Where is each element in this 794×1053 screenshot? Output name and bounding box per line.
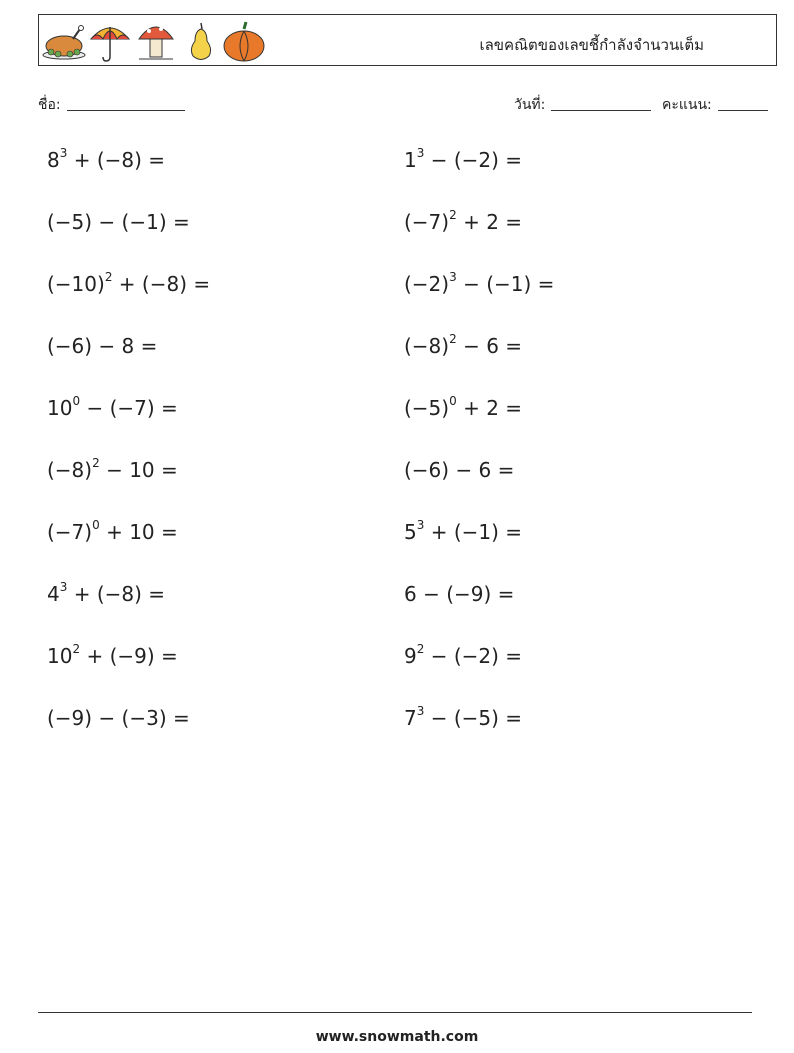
footer-divider <box>38 1012 752 1013</box>
score-field <box>662 94 768 116</box>
problem-rest: + 10 = <box>99 520 178 544</box>
problem-rest: − (−5) = <box>424 706 523 730</box>
problem-left-4 <box>47 334 157 358</box>
problem-rest: − 6 = <box>456 334 523 358</box>
problem-exponent: 0 <box>449 394 457 409</box>
problem-exponent: 2 <box>449 208 457 223</box>
problem-exponent: 3 <box>416 518 425 533</box>
problem-right-5 <box>404 396 522 420</box>
problem-exponent: 2 <box>92 456 100 471</box>
problem-right-6 <box>404 458 514 482</box>
problem-base: (−5) <box>404 396 450 420</box>
problem-base: 6 − (−9) = <box>404 582 515 606</box>
name-label: ชื่อ: <box>38 97 61 113</box>
problem-base: 4 <box>47 582 60 606</box>
pear-icon <box>185 19 217 63</box>
problem-right-4 <box>404 334 522 358</box>
problem-right-3 <box>404 272 554 296</box>
score-label: คะแนน: <box>662 97 712 113</box>
problem-rest: − 10 = <box>99 458 178 482</box>
problem-base: (−9) − (−3) = <box>47 706 190 730</box>
problem-rest: − (−7) = <box>80 396 178 420</box>
problem-exponent: 2 <box>449 332 457 347</box>
problem-left-10 <box>47 706 190 730</box>
problem-right-1 <box>404 148 522 172</box>
problem-exponent: 3 <box>59 580 68 595</box>
problem-exponent: 2 <box>104 270 113 285</box>
problem-base: (−10) <box>47 272 105 296</box>
problem-rest: + 2 = <box>456 396 523 420</box>
problem-base: (−6) − 8 = <box>47 334 158 358</box>
roast-turkey-icon <box>41 19 87 63</box>
problem-rest: − (−1) = <box>456 272 555 296</box>
name-blank[interactable] <box>67 96 185 111</box>
score-blank[interactable] <box>718 96 768 111</box>
problem-left-5 <box>47 396 178 420</box>
problem-base: 10 <box>47 396 73 420</box>
problem-base: (−6) − 6 = <box>404 458 515 482</box>
problem-exponent: 3 <box>59 146 68 161</box>
problem-base: 9 <box>404 644 417 668</box>
problem-left-3 <box>47 272 210 296</box>
problem-left-9 <box>47 644 178 668</box>
mushroom-icon <box>135 19 177 63</box>
umbrella-icon <box>89 19 131 63</box>
problem-exponent: 0 <box>72 394 81 409</box>
problem-rest: + (−8) = <box>112 272 211 296</box>
problem-rest: + (−1) = <box>424 520 523 544</box>
problem-base: (−5) − (−1) = <box>47 210 190 234</box>
problem-right-8 <box>404 582 514 606</box>
name-field <box>38 94 185 116</box>
problem-left-6 <box>47 458 178 482</box>
problem-left-8 <box>47 582 165 606</box>
problem-base: 7 <box>404 706 417 730</box>
problem-base: (−2) <box>404 272 450 296</box>
problem-exponent: 0 <box>92 518 100 533</box>
problem-rest: + (−8) = <box>67 148 166 172</box>
date-blank[interactable] <box>551 96 651 111</box>
problem-right-7 <box>404 520 522 544</box>
problem-base: 5 <box>404 520 417 544</box>
pumpkin-icon <box>221 19 267 63</box>
problem-exponent: 3 <box>416 146 425 161</box>
problem-right-2 <box>404 210 522 234</box>
problem-base: 8 <box>47 148 60 172</box>
problem-rest: + (−8) = <box>67 582 166 606</box>
problem-base: 1 <box>404 148 417 172</box>
problem-base: (−7) <box>404 210 450 234</box>
date-field <box>514 94 651 116</box>
problem-base: 10 <box>47 644 73 668</box>
problem-exponent: 3 <box>416 704 425 719</box>
problem-left-7 <box>47 520 178 544</box>
problem-left-2 <box>47 210 190 234</box>
problem-rest: + (−9) = <box>80 644 178 668</box>
worksheet-header <box>38 14 777 66</box>
problem-base: (−7) <box>47 520 93 544</box>
problem-base: (−8) <box>47 458 93 482</box>
problem-exponent: 2 <box>72 642 81 657</box>
date-label: วันที่: <box>514 97 546 113</box>
problem-exponent: 2 <box>416 642 425 657</box>
problem-base: (−8) <box>404 334 450 358</box>
worksheet-title: เลขคณิตของเลขชี้กำลังจำนวนเต็ม <box>479 36 704 54</box>
problem-rest: + 2 = <box>456 210 523 234</box>
problem-rest: − (−2) = <box>424 644 523 668</box>
problem-left-1 <box>47 148 165 172</box>
problem-rest: − (−2) = <box>424 148 523 172</box>
problem-right-10 <box>404 706 522 730</box>
problem-right-9 <box>404 644 522 668</box>
problem-exponent: 3 <box>449 270 457 285</box>
footer-site: www.snowmath.com <box>315 1029 479 1045</box>
